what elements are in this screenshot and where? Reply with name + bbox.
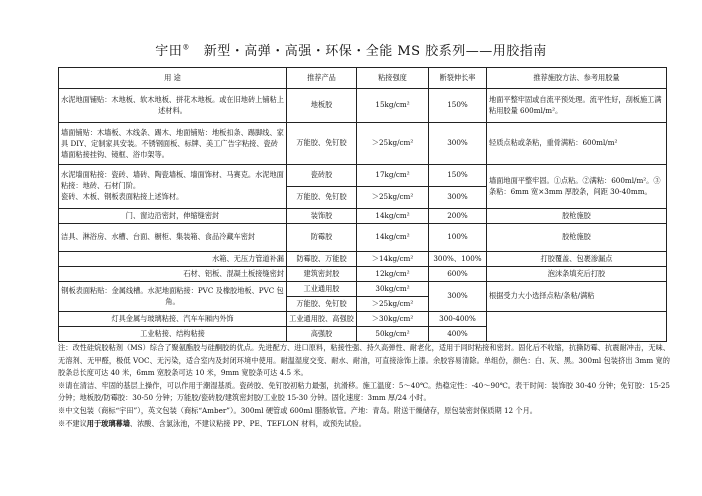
note-text: ※不建议 — [58, 418, 87, 428]
strength-cell: ＞14kg/cm² — [357, 252, 429, 267]
note-text: 、浓酸、含氯泳池，不建议粘接 PP、PE、TEFLON 材料，或预先试验。 — [129, 418, 366, 428]
elongation-cell: 600% — [429, 267, 487, 282]
table-row — [59, 224, 667, 252]
usage-cell-text: 水泥墙面粘接：瓷砖、墙砖、陶瓷墙板、墙面饰材、马赛克。水泥地面粘接：地砖、石材门阶。 — [61, 170, 284, 191]
table-row — [59, 89, 667, 123]
note-paragraph — [58, 418, 670, 431]
elongation-cell: 300%、100% — [429, 252, 487, 267]
method-cell: 墙面地面平整牢固。①点粘。②满粘：600ml/m²。③条粘：6mm 宽×3mm 厚胶条，间距 30-40mm。 — [487, 165, 667, 209]
usage-cell: 洁具、淋浴房、水槽、台面、橱柜、集装箱、食品冷藏车密封 — [59, 224, 287, 252]
product-cell: 地板胶 — [287, 89, 357, 123]
method-cell: 胶枪施胶 — [487, 224, 667, 252]
table-header-row — [59, 68, 667, 89]
strength-cell: ＞25kg/cm² — [357, 297, 429, 312]
product-cell: 高强胶 — [287, 327, 357, 342]
method-cell: 胶枪施胶 — [487, 209, 667, 224]
usage-guide-table — [58, 67, 667, 342]
header-usage: 用 途 — [59, 68, 287, 89]
elongation-cell: 300% — [429, 123, 487, 165]
registered-mark: ® — [182, 43, 190, 52]
brand-name: 宇田 — [155, 44, 183, 59]
product-cell: 建筑密封胶 — [287, 267, 357, 282]
elongation-cell: 150% — [429, 165, 487, 187]
product-cell: 防霉胶 — [287, 224, 357, 252]
note-paragraph: ※中文包装（商标“宇田”），英文包装（商标“Amber”）。300ml 硬管或 600ml 腊肠软管。产地：青岛。附送干燥储存，原包装密封保质期 12 个月。 — [58, 405, 537, 415]
strength-cell: 14kg/cm² — [357, 209, 429, 224]
header-method: 推荐施胶方法、参考用胶量 — [487, 68, 667, 89]
product-cell: 万能胶、免钉胶 — [287, 297, 357, 312]
usage-cell: 钢板表面粘贴：金属线槽。水泥地面粘接：PVC 及橡胶地板、PVC 包角。 — [59, 282, 287, 312]
strength-cell: 50kg/cm² — [357, 327, 429, 342]
strength-cell: 30kg/cm² — [357, 282, 429, 297]
strength-cell: 15kg/cm² — [357, 89, 429, 123]
elongation-cell: 200% — [429, 209, 487, 224]
strength-cell: 12kg/cm² — [357, 267, 429, 282]
product-cell: 防霉胶、万能胶 — [287, 252, 357, 267]
product-cell: 工业通用胶 — [287, 282, 357, 297]
note-paragraph: ※请在清洁、牢固的基层上操作，可以作用于潮湿基质。瓷砖胶、免钉胶初粘力最强，抗滑移。施工温度：5～40℃。热稳定性：-40～90℃。表干时间：装饰胶 30-40 分钟；免钉胶：15-25 分钟；地板胶/防霉胶：30-50 分钟；万能胶/瓷砖胶/建筑密封胶/工业胶 15-30 分钟。固化速度：3mm 厚/24 小时。 — [58, 380, 670, 403]
usage-cell: 水泥地面铺贴：木地板、软木地板、拼花木地板。或在旧地砖上铺粘上述材料。 — [59, 89, 287, 123]
product-cell: 万能胶、免钉胶 — [287, 187, 357, 209]
elongation-cell: 100% — [429, 224, 487, 252]
strength-cell: ＞25kg/cm² — [357, 123, 429, 165]
product-cell: 万能胶、免钉胶 — [287, 123, 357, 165]
method-cell: 轻质点粘或条粘，重骨满粘：600ml/m² — [487, 123, 667, 165]
document-title — [0, 40, 702, 59]
title-text: 新型・高弹・高强・环保・全能 MS 胶系列——用胶指南 — [203, 44, 547, 59]
usage-cell: 水箱、无压力管道补漏 — [59, 252, 287, 267]
method-cell: 泡沫条填充后打胶 — [487, 267, 667, 282]
elongation-cell: 300% — [429, 187, 487, 209]
strength-cell: 14kg/cm² — [357, 224, 429, 252]
method-cell: 地面平整牢固或自流平预处理。流平性好，刮板施工满粘用胶量 600ml/m²。 — [487, 89, 667, 123]
method-cell: 根据受力大小选择点粘/条粘/满粘 — [487, 282, 667, 312]
product-cell: 瓷砖胶 — [287, 165, 357, 187]
table-row — [59, 312, 667, 327]
header-strength: 粘接强度 — [357, 68, 429, 89]
elongation-cell: 150% — [429, 89, 487, 123]
table-row — [59, 209, 667, 224]
strength-cell: 17kg/cm² — [357, 165, 429, 187]
table-row — [59, 252, 667, 267]
notes-section — [58, 342, 670, 430]
elongation-cell: 300-400% — [429, 312, 487, 327]
product-cell: 装饰胶 — [287, 209, 357, 224]
usage-cell: 墙面铺贴：木墙板、木线条、踢木、地面铺贴：地板扣条、踢脚线、家具 DIY、定制家具安装。不锈钢面板、标牌、美工广告字粘接、瓷砖墙面粘接挂钩、镜框、浴巾架等。 — [59, 123, 287, 165]
usage-cell — [59, 165, 287, 209]
method-cell: 打胶覆盖、包裹渗漏点 — [487, 252, 667, 267]
table-row — [59, 282, 667, 297]
strength-cell: ＞30kg/cm² — [357, 312, 429, 327]
elongation-cell: 300% — [429, 282, 487, 312]
table-row — [59, 123, 667, 165]
header-product: 推荐产品 — [287, 68, 357, 89]
usage-cell: 门、窗边沿密封，伸缩缝密封 — [59, 209, 287, 224]
elongation-cell: 400% — [429, 327, 487, 342]
note-bold-text: 用于玻璃幕墙 — [86, 418, 130, 428]
header-elongation: 断裂伸长率 — [429, 68, 487, 89]
usage-cell: 石材、铝板、混凝土板接缝密封 — [59, 267, 287, 282]
note-paragraph: 注：改性硅烷胶粘剂（MS）综合了聚氨酯胶与硅酮胶的优点。先进配方、进口原料，粘接性强、持久高弹性、耐老化，适用于同时粘接和密封。固化后不收缩，抗撕防霉、抗震耐冲击，无味、无溶剂、无甲醛，极低 VOC、无污染，适合室内及封闭环境中使用。耐温湿度交变、耐水、耐油，可直接涂饰上漆。余胶容易清除。单组份，颜色：白、灰、黑。300ml 包装挤出 3mm 宽的胶条总长度可达 40 米，6mm 宽胶条可达 10 米，9mm 宽胶条可达 4.5 米。 — [58, 343, 670, 378]
product-cell: 工业通用胶、高强胶 — [287, 312, 357, 327]
usage-cell: 灯具金属与玻璃粘接、汽车车厢内外饰 — [59, 312, 287, 327]
table-row — [59, 165, 667, 187]
table-row — [59, 267, 667, 282]
usage-cell: 工业粘接、结构粘接 — [59, 327, 287, 342]
usage-cell-text-extra: 瓷砖、木板、钢板表面粘接上述饰材。 — [61, 191, 184, 201]
strength-cell: ＞25kg/cm² — [357, 187, 429, 209]
method-cell-empty — [487, 312, 667, 342]
